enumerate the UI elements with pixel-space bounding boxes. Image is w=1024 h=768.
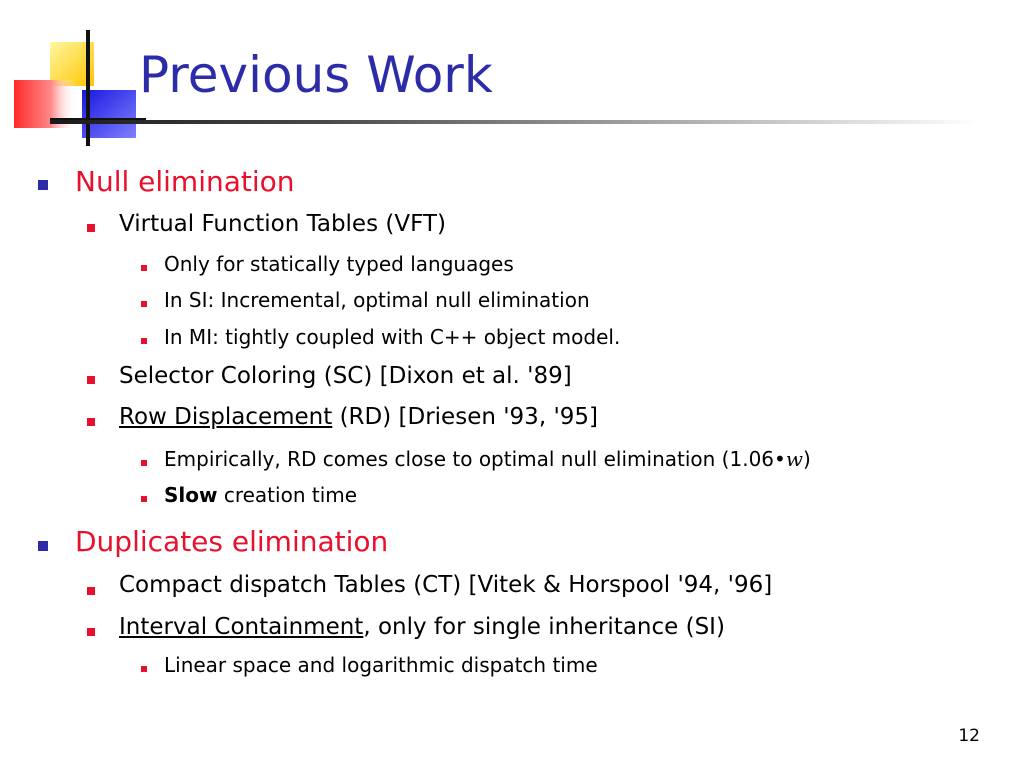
list-item [164, 483, 357, 507]
list-item: Virtual Function Tables (VFT) [119, 211, 446, 237]
page-number: 12 [958, 726, 980, 746]
list-item: In MI: tightly coupled with C++ object model. [164, 325, 621, 349]
level1-bullet [38, 541, 48, 551]
slide-title: Previous Work [139, 46, 493, 104]
list-item [164, 447, 811, 471]
level3-bullet [141, 338, 147, 344]
item-text-close: ) [802, 447, 811, 471]
level3-bullet [141, 265, 147, 271]
bold-term: Slow [164, 483, 218, 507]
slide-logo-decoration [0, 0, 150, 150]
level3-bullet [141, 301, 147, 307]
list-item: Only for statically typed languages [164, 252, 514, 276]
level2-bullet [87, 418, 95, 426]
title-underline [50, 120, 980, 124]
underlined-term: Interval Containment [119, 614, 364, 640]
level2-bullet [87, 587, 95, 595]
level2-bullet [87, 628, 95, 636]
underlined-term: Row Displacement [119, 404, 333, 430]
level3-bullet [141, 460, 147, 466]
level3-bullet [141, 496, 147, 502]
level1-bullet [38, 180, 48, 190]
item-text: (RD) [Driesen '93, '95] [332, 404, 599, 430]
list-item [119, 404, 598, 430]
list-item: Compact dispatch Tables (CT) [Vitek & Horspool '94, '96] [119, 572, 773, 598]
item-text: , only for single inheritance (SI) [363, 614, 725, 640]
italic-variable: w [785, 447, 803, 471]
list-item: Selector Coloring (SC) [Dixon et al. '89] [119, 363, 572, 389]
section-heading: Duplicates elimination [75, 525, 389, 558]
level3-bullet [141, 666, 147, 672]
item-text: creation time [217, 483, 358, 507]
list-item: In SI: Incremental, optimal null elimination [164, 288, 590, 312]
item-text: Empirically, RD comes close to optimal null elimination (1.06• [164, 447, 786, 471]
level2-bullet [87, 376, 95, 384]
list-item: Linear space and logarithmic dispatch time [164, 653, 598, 677]
section-heading: Null elimination [75, 165, 295, 198]
level2-bullet [87, 224, 95, 232]
list-item [119, 614, 725, 640]
